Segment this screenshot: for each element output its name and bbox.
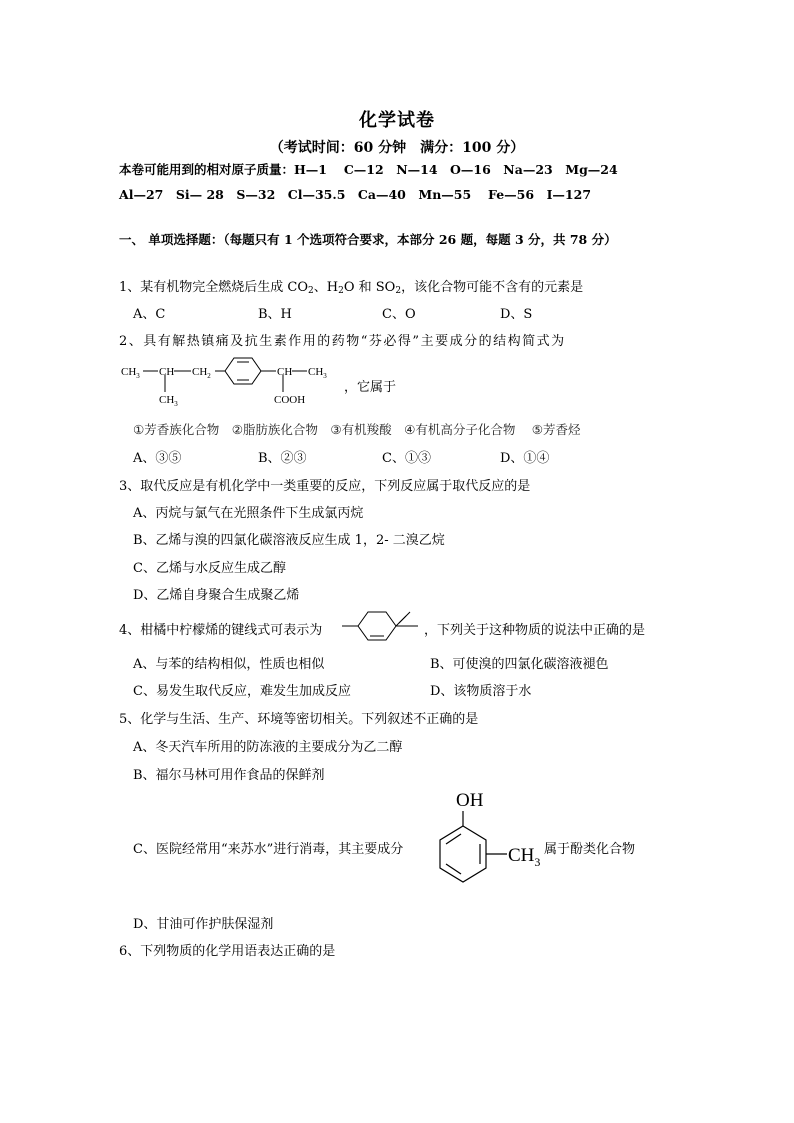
phenol-ring <box>440 826 486 882</box>
q3-option-a: A、丙烷与氯气在光照条件下生成氯丙烷 <box>133 506 364 521</box>
q5-option-d: D、甘油可作护肤保湿剂 <box>133 917 274 932</box>
question-6-stem: 6、下列物质的化学用语表达正确的是 <box>119 944 336 959</box>
q4-option-c: C、易发生取代反应，难发生加成反应 <box>133 684 351 699</box>
q4-option-a: A、与苯的结构相似，性质也相似 <box>133 657 325 672</box>
q2-it-belongs-to: ，它属于 <box>344 380 397 395</box>
ch3-bottom-label: $CH_3$ <box>159 394 178 408</box>
section-heading: 一、 单项选择题：（每题只有 1 个选项符合要求，本部分 26 题，每题 3 分，共 78 分） <box>119 232 617 247</box>
q3-option-b: B、乙烯与溴的四氯化碳溶液反应生成 1，2- 二溴乙烷 <box>133 533 445 548</box>
q3-option-d: D、乙烯自身聚合生成聚乙烯 <box>133 588 300 603</box>
q2-option-c: C、①③ <box>382 451 431 466</box>
question-1-stem: 1、某有机物完全燃烧后生成 $CO_2$、$H_2O$ 和 $SO_2$，该化合物可能不含有的元素是 <box>119 280 584 296</box>
ibuprofen-structure <box>118 352 350 410</box>
question-2-stem: 2、具有解热镇痛及抗生素作用的药物“芬必得”主要成分的结构简式为 <box>119 334 566 349</box>
q5-option-a-text: A、冬天汽车所用的防冻液的主要成分为乙二醇 <box>133 740 403 755</box>
ch3-right-label: $CH_3$ <box>308 366 327 380</box>
q5-option-c-end: 属于酚类化合物 <box>544 842 636 857</box>
atomic-mass-line-2: Al—27 Si— 28 S—32 Cl—35.5 Ca—40 Mn—55 Fe—56 I—127 <box>119 187 592 202</box>
q3-option-c: C、乙烯与水反应生成乙醇 <box>133 561 286 576</box>
cresol-structure <box>432 786 552 902</box>
ch3-left-label: $CH_3$ <box>121 366 140 380</box>
q5-option-c-start: C、医院经常用“来苏水”进行消毒，其主要成分 <box>133 842 404 857</box>
q2-option-b: B、②③ <box>258 451 307 466</box>
cooh-label: COOH <box>274 394 306 406</box>
ch2-label: $CH_2$ <box>192 366 211 380</box>
question-5-stem: 5、化学与生活、生产、环境等密切相关。下列叙述不正确的是 <box>119 712 479 727</box>
ch-left-label: CH <box>159 366 175 378</box>
q1-option-c: C、O <box>382 307 416 322</box>
q1-option-d: D、S <box>500 307 533 322</box>
q2-option-d: D、①④ <box>500 451 550 466</box>
atomic-mass-line-1: 本卷可能用到的相对原子质量：H—1 C—12 N—14 O—16 Na—23 Mg—24 <box>119 162 618 177</box>
question-4-stem-start: 4、柑橘中柠檬烯的键线式可表示为 <box>119 623 323 638</box>
question-4-stem-end: ，下列关于这种物质的说法中正确的是 <box>424 623 646 638</box>
exam-info: （考试时间：60 分钟 满分：100 分） <box>269 140 525 156</box>
q4-option-d: D、该物质溶于水 <box>430 684 532 699</box>
q4-option-b: B、可使溴的四氯化碳溶液褪色 <box>430 657 609 672</box>
limonene-structure <box>340 608 426 644</box>
oh-label: OH <box>456 790 484 811</box>
q5-option-b: B、福尔马林可用作食品的保鲜剂 <box>133 768 325 783</box>
q1-option-a: A、C <box>133 307 166 322</box>
q2-option-a: A、③⑤ <box>133 451 182 466</box>
question-3-stem: 3、取代反应是有机化学中一类重要的反应，下列反应属于取代反应的是 <box>119 479 531 494</box>
ch-right-label: CH <box>277 366 293 378</box>
q2-categories: ①芳香族化合物 ②脂肪族化合物 ③有机羧酸 ④有机高分子化合物 ⑤芳香烃 <box>133 422 581 437</box>
page-title: 化学试卷 <box>359 110 435 131</box>
q1-option-b: B、H <box>258 307 292 322</box>
ch3-label: $CH_3$ <box>508 845 541 869</box>
